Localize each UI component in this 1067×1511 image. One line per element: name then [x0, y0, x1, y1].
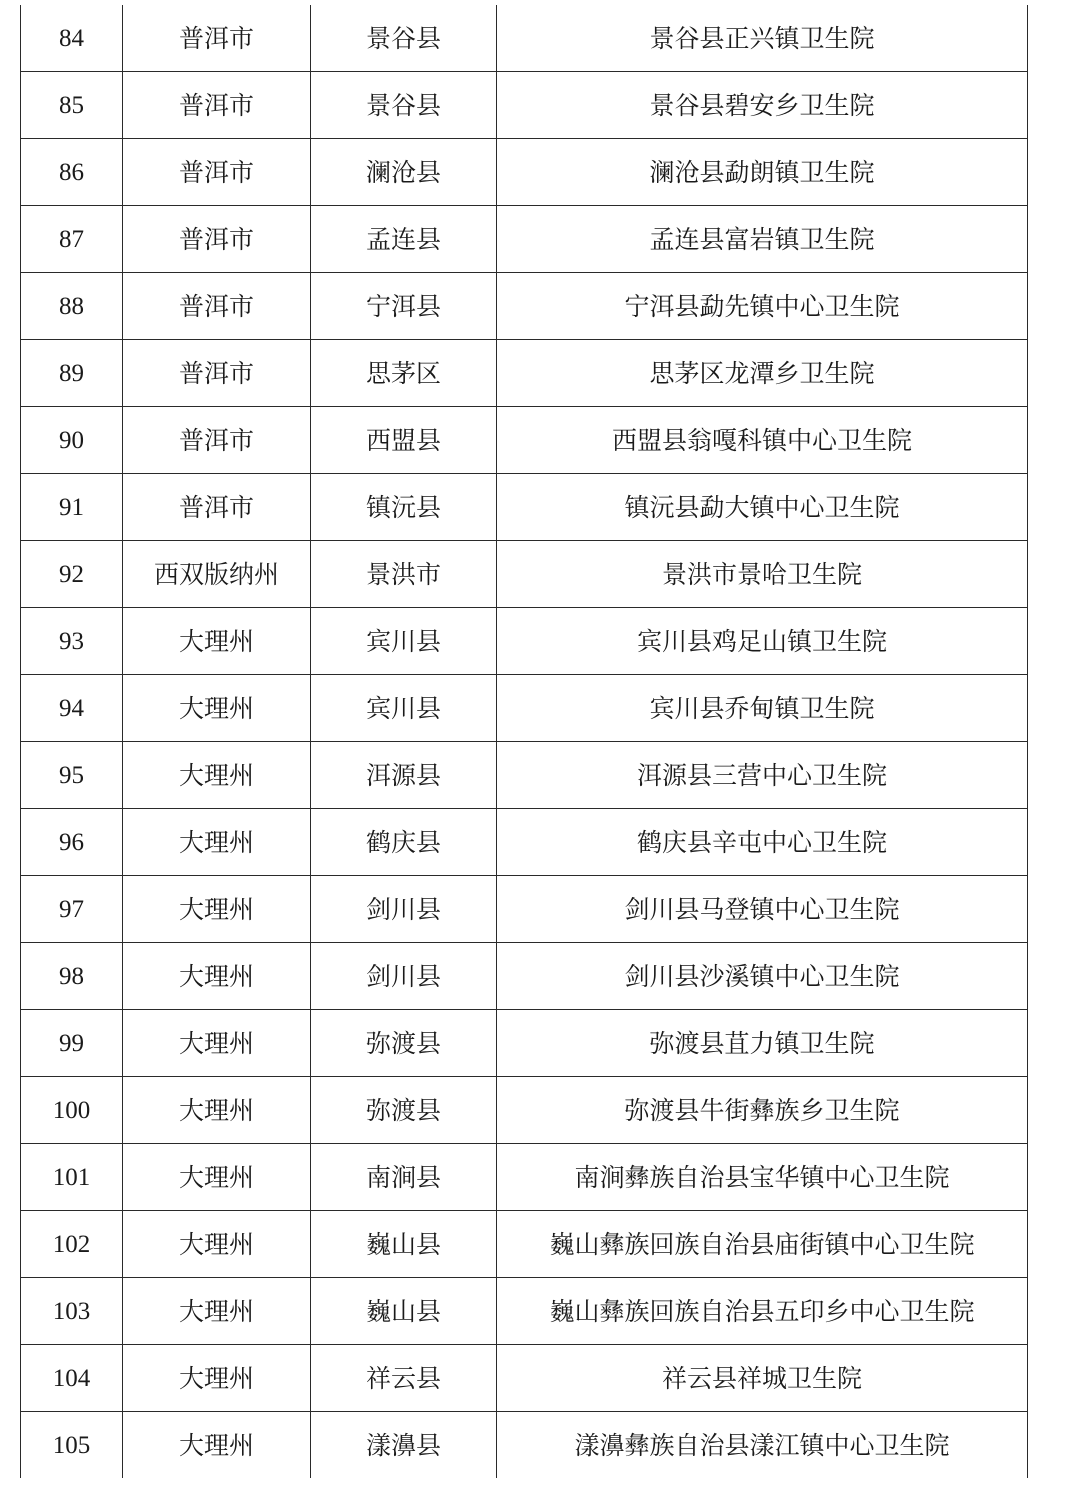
hospital-name-cell: 思茅区龙潭乡卫生院	[497, 340, 1028, 407]
hospital-name-cell: 镇沅县勐大镇中心卫生院	[497, 474, 1028, 541]
hospital-name-cell: 景谷县碧安乡卫生院	[497, 72, 1028, 139]
table-row	[21, 1144, 1028, 1211]
table-row	[21, 1345, 1028, 1412]
hospital-name-cell: 漾濞彝族自治县漾江镇中心卫生院	[497, 1412, 1028, 1479]
city-cell: 大理州	[123, 1144, 311, 1211]
table-row	[21, 5, 1028, 72]
county-cell: 景洪市	[311, 541, 497, 608]
table-row	[21, 1412, 1028, 1479]
city-cell: 普洱市	[123, 474, 311, 541]
hospital-name-cell: 剑川县沙溪镇中心卫生院	[497, 943, 1028, 1010]
table-row	[21, 1211, 1028, 1278]
city-cell: 普洱市	[123, 206, 311, 273]
city-cell: 大理州	[123, 675, 311, 742]
table-row	[21, 742, 1028, 809]
hospital-list-table	[20, 5, 1028, 1478]
hospital-name-cell: 宾川县乔甸镇卫生院	[497, 675, 1028, 742]
row-number-cell: 89	[21, 340, 123, 407]
table-row	[21, 139, 1028, 206]
county-cell: 漾濞县	[311, 1412, 497, 1479]
row-number-cell: 98	[21, 943, 123, 1010]
table-row	[21, 541, 1028, 608]
row-number-cell: 103	[21, 1278, 123, 1345]
city-cell: 普洱市	[123, 407, 311, 474]
row-number-cell: 104	[21, 1345, 123, 1412]
row-number-cell: 101	[21, 1144, 123, 1211]
row-number-cell: 96	[21, 809, 123, 876]
city-cell: 大理州	[123, 1345, 311, 1412]
hospital-name-cell: 弥渡县牛街彝族乡卫生院	[497, 1077, 1028, 1144]
table-row	[21, 675, 1028, 742]
hospital-name-cell: 弥渡县苴力镇卫生院	[497, 1010, 1028, 1077]
city-cell: 普洱市	[123, 5, 311, 72]
county-cell: 剑川县	[311, 876, 497, 943]
table-row	[21, 608, 1028, 675]
table-row	[21, 876, 1028, 943]
hospital-name-cell: 巍山彝族回族自治县庙街镇中心卫生院	[497, 1211, 1028, 1278]
city-cell: 大理州	[123, 1278, 311, 1345]
county-cell: 景谷县	[311, 5, 497, 72]
hospital-name-cell: 鹤庆县辛屯中心卫生院	[497, 809, 1028, 876]
row-number-cell: 102	[21, 1211, 123, 1278]
city-cell: 大理州	[123, 608, 311, 675]
row-number-cell: 86	[21, 139, 123, 206]
hospital-name-cell: 西盟县翁嘎科镇中心卫生院	[497, 407, 1028, 474]
city-cell: 大理州	[123, 1010, 311, 1077]
city-cell: 普洱市	[123, 139, 311, 206]
county-cell: 澜沧县	[311, 139, 497, 206]
row-number-cell: 100	[21, 1077, 123, 1144]
hospital-name-cell: 祥云县祥城卫生院	[497, 1345, 1028, 1412]
row-number-cell: 105	[21, 1412, 123, 1479]
hospital-name-cell: 宁洱县勐先镇中心卫生院	[497, 273, 1028, 340]
county-cell: 弥渡县	[311, 1077, 497, 1144]
table-row	[21, 1010, 1028, 1077]
county-cell: 思茅区	[311, 340, 497, 407]
county-cell: 南涧县	[311, 1144, 497, 1211]
row-number-cell: 94	[21, 675, 123, 742]
row-number-cell: 91	[21, 474, 123, 541]
city-cell: 大理州	[123, 943, 311, 1010]
county-cell: 鹤庆县	[311, 809, 497, 876]
city-cell: 大理州	[123, 742, 311, 809]
hospital-name-cell: 景洪市景哈卫生院	[497, 541, 1028, 608]
city-cell: 大理州	[123, 1211, 311, 1278]
row-number-cell: 95	[21, 742, 123, 809]
city-cell: 大理州	[123, 1077, 311, 1144]
table-row	[21, 1278, 1028, 1345]
table-row	[21, 1077, 1028, 1144]
city-cell: 西双版纳州	[123, 541, 311, 608]
table-row	[21, 273, 1028, 340]
hospital-name-cell: 巍山彝族回族自治县五印乡中心卫生院	[497, 1278, 1028, 1345]
county-cell: 祥云县	[311, 1345, 497, 1412]
city-cell: 大理州	[123, 876, 311, 943]
hospital-name-cell: 洱源县三营中心卫生院	[497, 742, 1028, 809]
table-row	[21, 474, 1028, 541]
hospital-name-cell: 澜沧县勐朗镇卫生院	[497, 139, 1028, 206]
county-cell: 镇沅县	[311, 474, 497, 541]
county-cell: 弥渡县	[311, 1010, 497, 1077]
city-cell: 普洱市	[123, 72, 311, 139]
county-cell: 洱源县	[311, 742, 497, 809]
table-row	[21, 206, 1028, 273]
hospital-name-cell: 景谷县正兴镇卫生院	[497, 5, 1028, 72]
row-number-cell: 93	[21, 608, 123, 675]
row-number-cell: 84	[21, 5, 123, 72]
county-cell: 景谷县	[311, 72, 497, 139]
table-row	[21, 72, 1028, 139]
hospital-name-cell: 南涧彝族自治县宝华镇中心卫生院	[497, 1144, 1028, 1211]
county-cell: 西盟县	[311, 407, 497, 474]
city-cell: 大理州	[123, 809, 311, 876]
table-row	[21, 340, 1028, 407]
row-number-cell: 85	[21, 72, 123, 139]
row-number-cell: 97	[21, 876, 123, 943]
city-cell: 大理州	[123, 1412, 311, 1479]
city-cell: 普洱市	[123, 340, 311, 407]
row-number-cell: 92	[21, 541, 123, 608]
hospital-name-cell: 孟连县富岩镇卫生院	[497, 206, 1028, 273]
county-cell: 剑川县	[311, 943, 497, 1010]
row-number-cell: 87	[21, 206, 123, 273]
city-cell: 普洱市	[123, 273, 311, 340]
table-row	[21, 407, 1028, 474]
table-row	[21, 809, 1028, 876]
row-number-cell: 90	[21, 407, 123, 474]
hospital-name-cell: 宾川县鸡足山镇卫生院	[497, 608, 1028, 675]
county-cell: 孟连县	[311, 206, 497, 273]
row-number-cell: 88	[21, 273, 123, 340]
county-cell: 宁洱县	[311, 273, 497, 340]
county-cell: 巍山县	[311, 1278, 497, 1345]
hospital-name-cell: 剑川县马登镇中心卫生院	[497, 876, 1028, 943]
county-cell: 宾川县	[311, 608, 497, 675]
county-cell: 巍山县	[311, 1211, 497, 1278]
table-row	[21, 943, 1028, 1010]
county-cell: 宾川县	[311, 675, 497, 742]
row-number-cell: 99	[21, 1010, 123, 1077]
table-body	[21, 5, 1028, 1478]
